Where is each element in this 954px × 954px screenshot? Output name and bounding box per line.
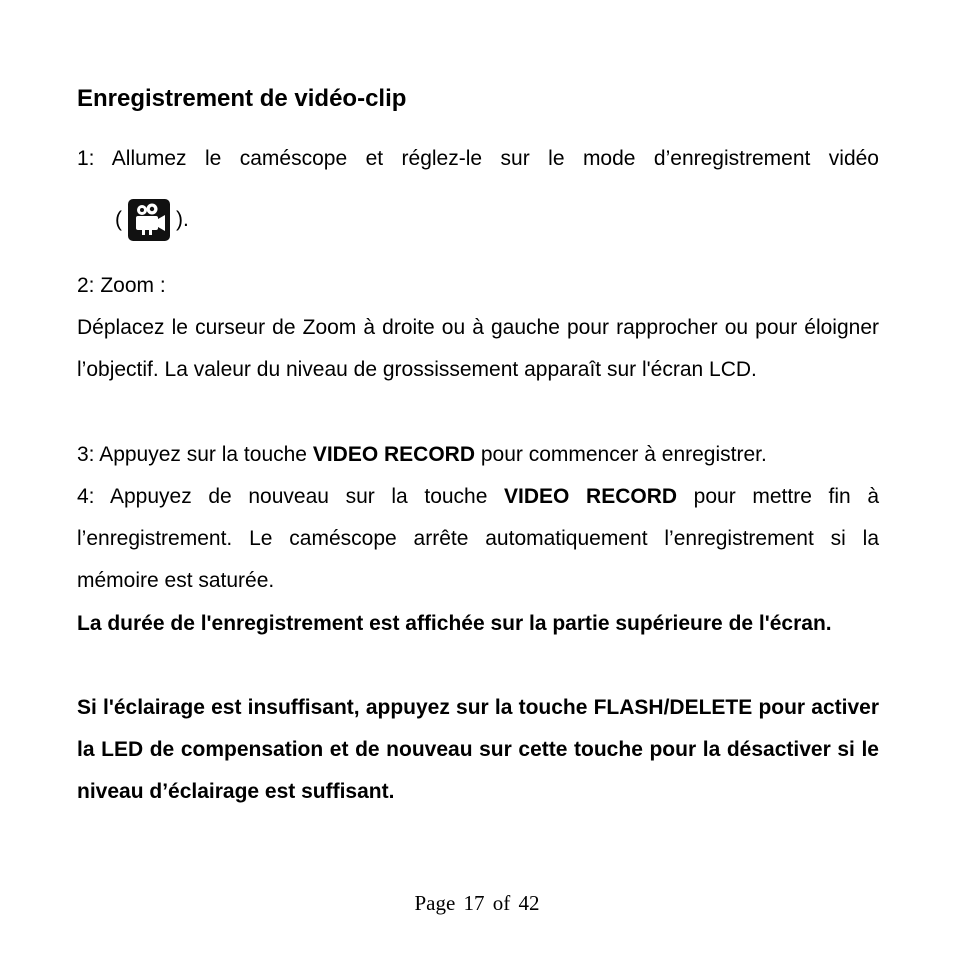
of-label: of xyxy=(492,891,511,915)
page-label: Page xyxy=(414,891,456,915)
video-record-key: VIDEO RECORD xyxy=(504,485,678,508)
step-2-label: 2: Zoom : xyxy=(77,274,166,297)
note-recording-duration: La durée de l'enregistrement est affichée sur la partie supérieure de l'écran. xyxy=(77,612,832,635)
step-1-text: 1: Allumez le caméscope et réglez-le sur le mode d’enregistrement vidéo xyxy=(77,147,879,170)
step-2-text: Déplacez le curseur de Zoom à droite ou à gauche pour rapprocher ou pour éloigner l’objectif. La valeur du niveau de grossissement apparaît sur l'écran LCD. xyxy=(77,316,879,381)
page-total: 42 xyxy=(518,891,540,915)
step-4-text xyxy=(77,476,879,602)
page-number: 17 xyxy=(463,891,485,915)
step-3-suffix: pour commencer à enregistrer. xyxy=(475,443,767,466)
step-4-suffix: pour mettre fin à l’enregistrement. Le caméscope arrête automatiquement l’enregistrement si la mémoire est saturée. xyxy=(77,485,880,592)
step-3-text xyxy=(77,434,879,476)
note-flash-led: Si l'éclairage est insuffisant, appuyez sur la touche FLASH/DELETE pour activer la LED de compensation et de nouveau sur cette touche pour la désactiver si le niveau d’éclairage est suffisant. xyxy=(77,696,879,803)
step-1-icon-line xyxy=(115,196,189,244)
section-heading: Enregistrement de vidéo-clip xyxy=(77,85,407,112)
video-record-key: VIDEO RECORD xyxy=(312,443,476,466)
close-paren: ). xyxy=(176,208,189,231)
video-camera-icon xyxy=(128,199,170,241)
page-footer xyxy=(0,888,954,918)
open-paren: ( xyxy=(115,208,122,231)
step-4-prefix: 4: Appuyez de nouveau sur la touche xyxy=(77,485,505,508)
step-3-prefix: 3: Appuyez sur la touche xyxy=(77,443,313,466)
